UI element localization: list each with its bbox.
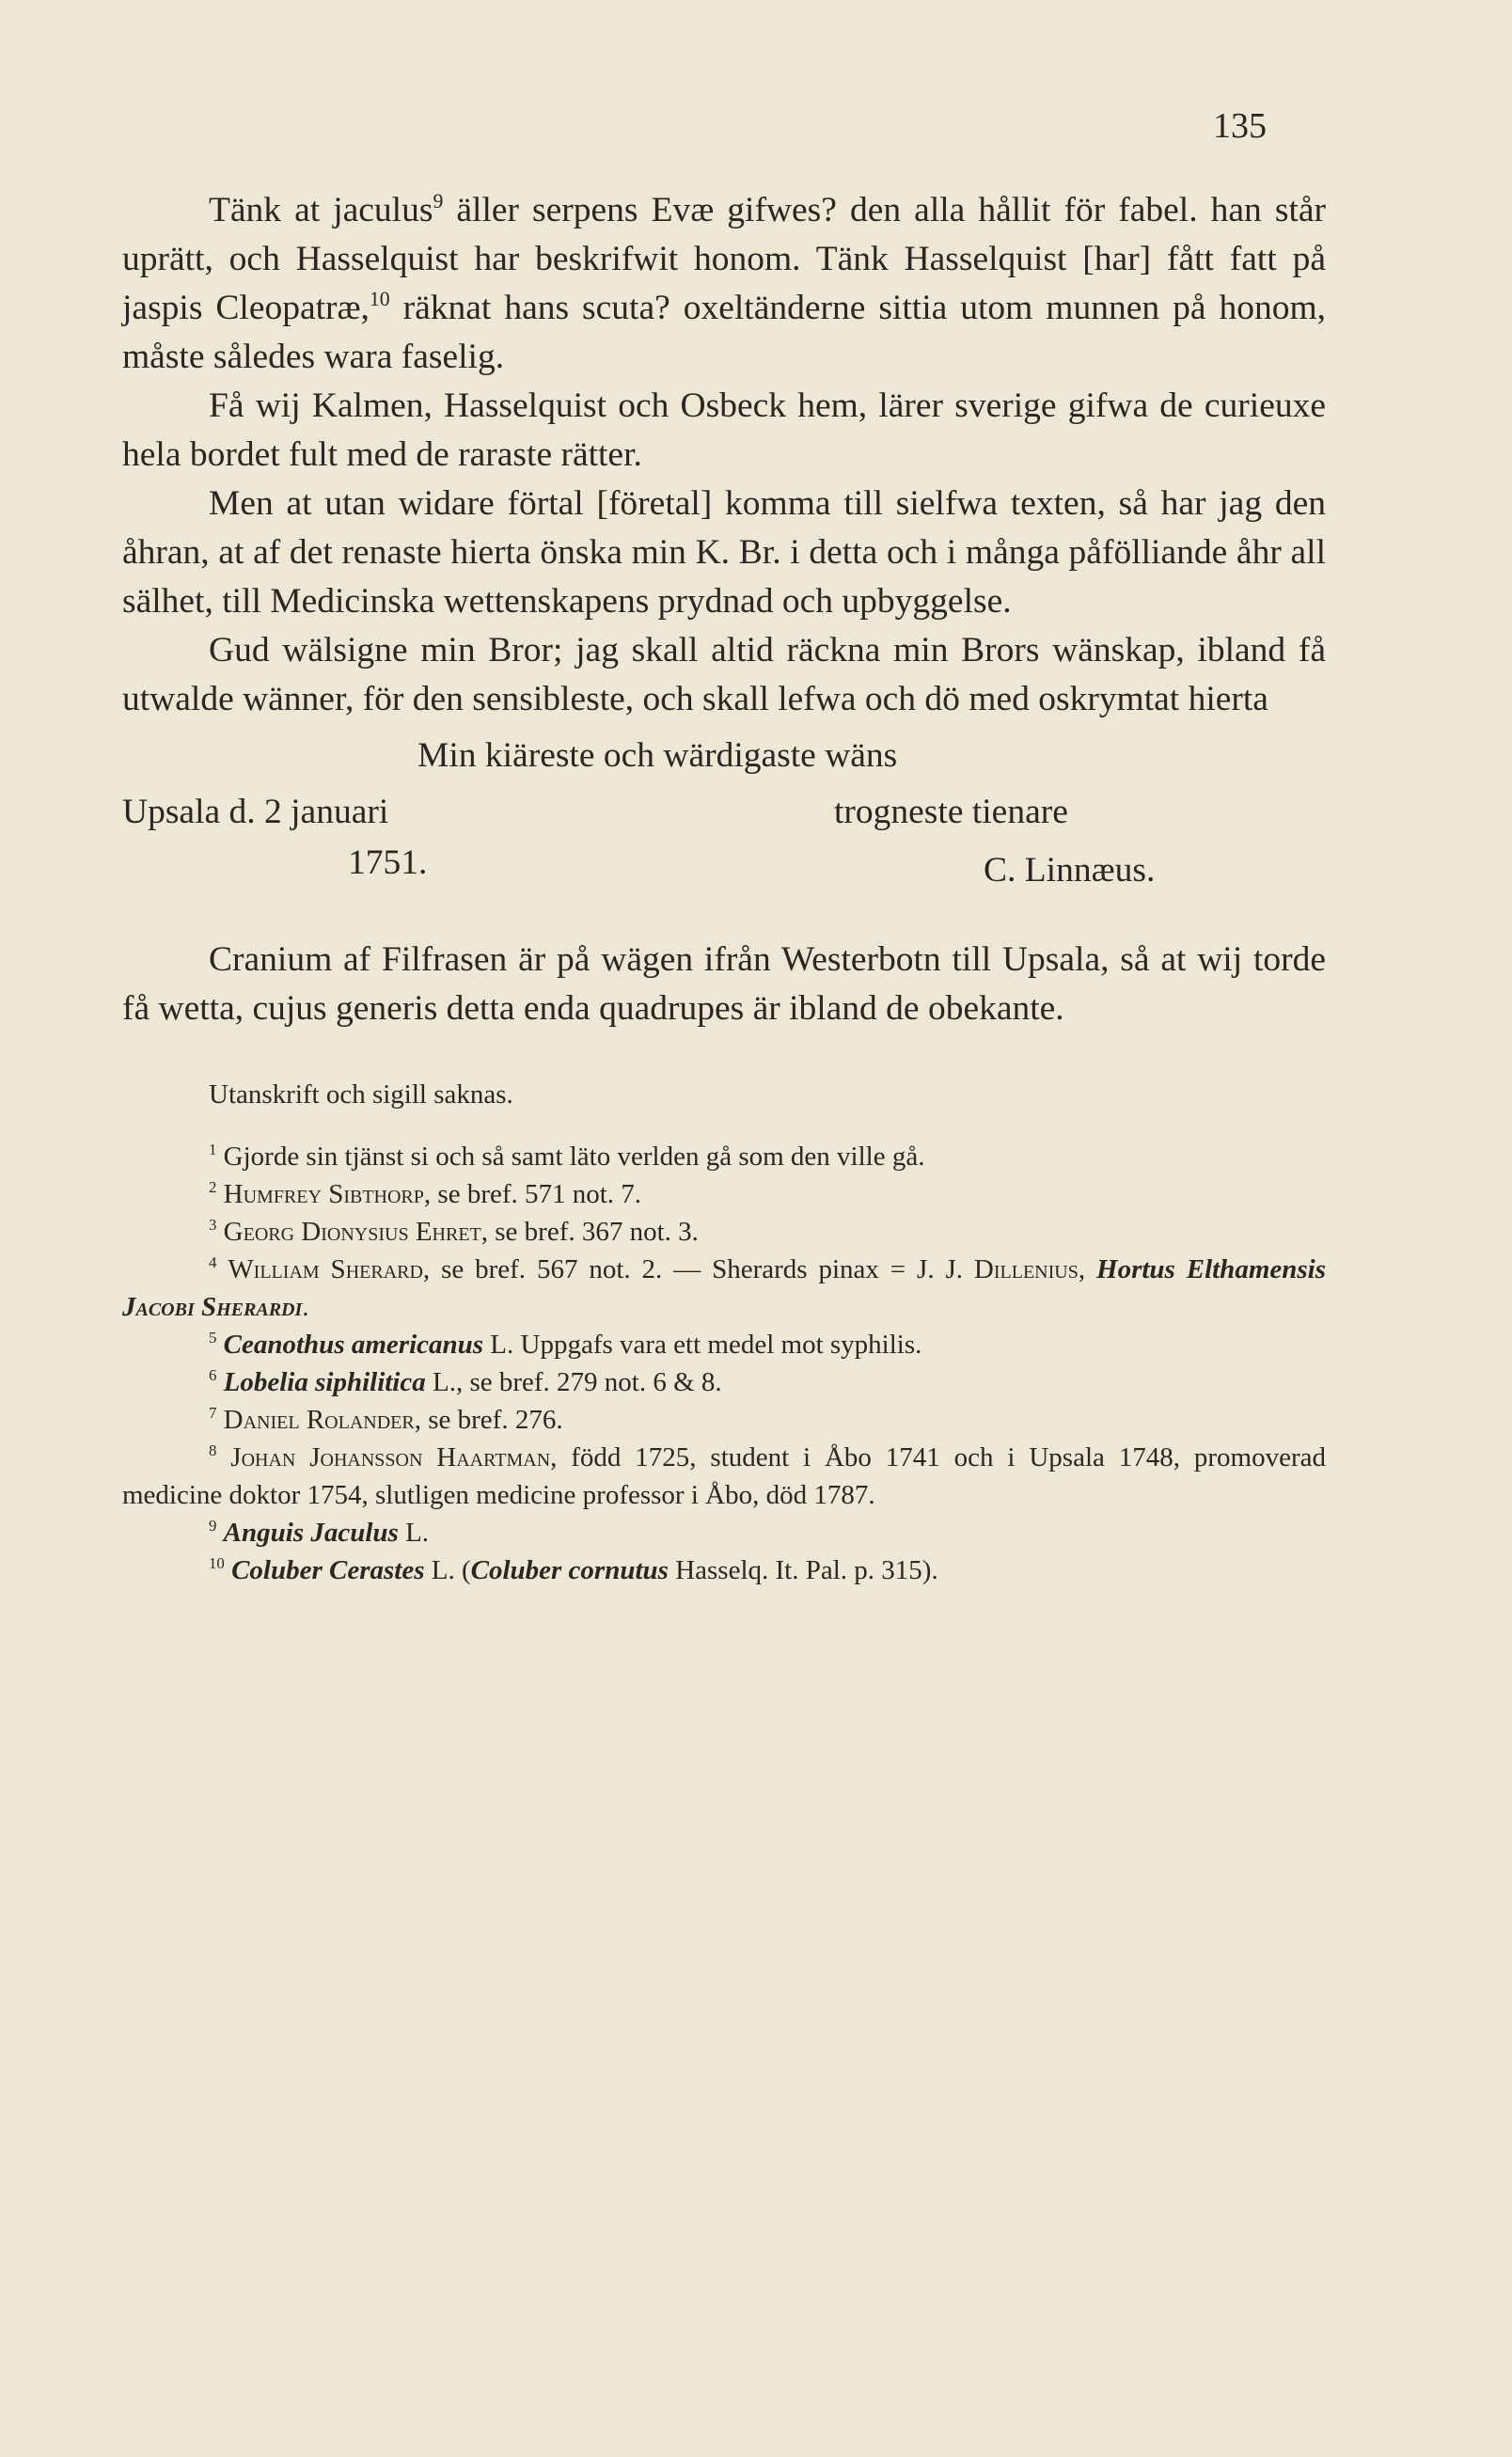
footnote-ref-9: 9 [433, 189, 444, 213]
closing-block [122, 724, 1326, 898]
footnote-8: $^8$ Johan Johansson Haartman, född 1725, student i Åbo 1741 och i Upsala 1748, promoverad medicine doktor 1754, slutligen medicine professor i Åbo, död 1787. [122, 1441, 1326, 1510]
editor-note: Utanskrift och sigill saknas. [209, 1079, 513, 1110]
footnotes [122, 1138, 1326, 1589]
footnote-1: $^1$ Gjorde sin tjänst si och så samt läto verlden gå som den ville gå. [209, 1141, 925, 1172]
footnote-3: $^3$ Georg Dionysius Ehret, se bref. 367 not. 3. [209, 1216, 699, 1247]
signature: C. Linnæus. [984, 851, 1156, 890]
paragraph-4: Gud wälsigne min Bror; jag skall altid räckna min Brors wänskap, ibland få utwalde wänner, för den sensibleste, och skall lefwa och dö med oskrymtat hierta [122, 631, 1326, 718]
paragraph-1: Tänk at jaculus$^9$ äller serpens Evæ gifwes? den alla hållit för fabel. han står uprätt, och Hasselquist har beskrifwit honom. Tänk Hasselquist [har] fått fatt på jaspis Cleopatræ,$^{10}$ räknat hans scuta? oxeltänderne sittia utom munnen på honom, måste således wara faselig. [122, 189, 1327, 376]
letter-body [122, 186, 1326, 1589]
footnote-5: $^5$ Ceanothus americanus L. Uppgafs vara ett medel mot syphilis. [209, 1329, 922, 1360]
footnote-9: $^9$ Anguis Jaculus L. [209, 1517, 430, 1548]
footnote-4: $^4$ William Sherard, se bref. 567 not. 2. — Sherards pinax = J. J. Dillenius, Hortus Elthamensis Jacobi Sherardi. [122, 1253, 1326, 1322]
postscript: Cranium af Filfrasen är på wägen ifrån Westerbotn till Upsala, så at wij torde få wetta, cujus generis detta enda quadrupes är ibland de obekante. [122, 940, 1326, 1028]
paragraph-3: Men at utan widare förtal [företal] komma till sielfwa texten, så har jag den åhran, at af det renaste hierta önska min K. Br. i detta och i många påfölliande åhr all sälhet, till Medicinska wettenskapens prydnad och upbyggelse. [122, 484, 1326, 621]
page-number: 135 [1213, 106, 1267, 146]
footnote-10: $^{10}$ Coluber Cerastes L. (Coluber cornutus Hasselq. It. Pal. p. 315). [209, 1554, 938, 1585]
paragraph-2: Få wij Kalmen, Hasselquist och Osbeck hem, lärer sverige gifwa de curieuxe hela bordet fult med de raraste rätter. [122, 386, 1326, 474]
footnote-6: $^6$ Lobelia siphilitica L., se bref. 279 not. 6 & 8. [209, 1366, 722, 1397]
closing-year: 1751. [348, 843, 428, 882]
footnote-2: $^2$ Humfrey Sibthorp, se bref. 571 not. 7. [209, 1178, 642, 1209]
footnote-ref-10: 10 [369, 287, 390, 310]
closing-servant: trogneste tienare [834, 793, 1068, 831]
closing-place-date: Upsala d. 2 januari [122, 793, 389, 831]
closing-salutation: Min kiäreste och wärdigaste wäns [417, 736, 898, 775]
footnote-7: $^7$ Daniel Rolander, se bref. 276. [209, 1404, 563, 1435]
